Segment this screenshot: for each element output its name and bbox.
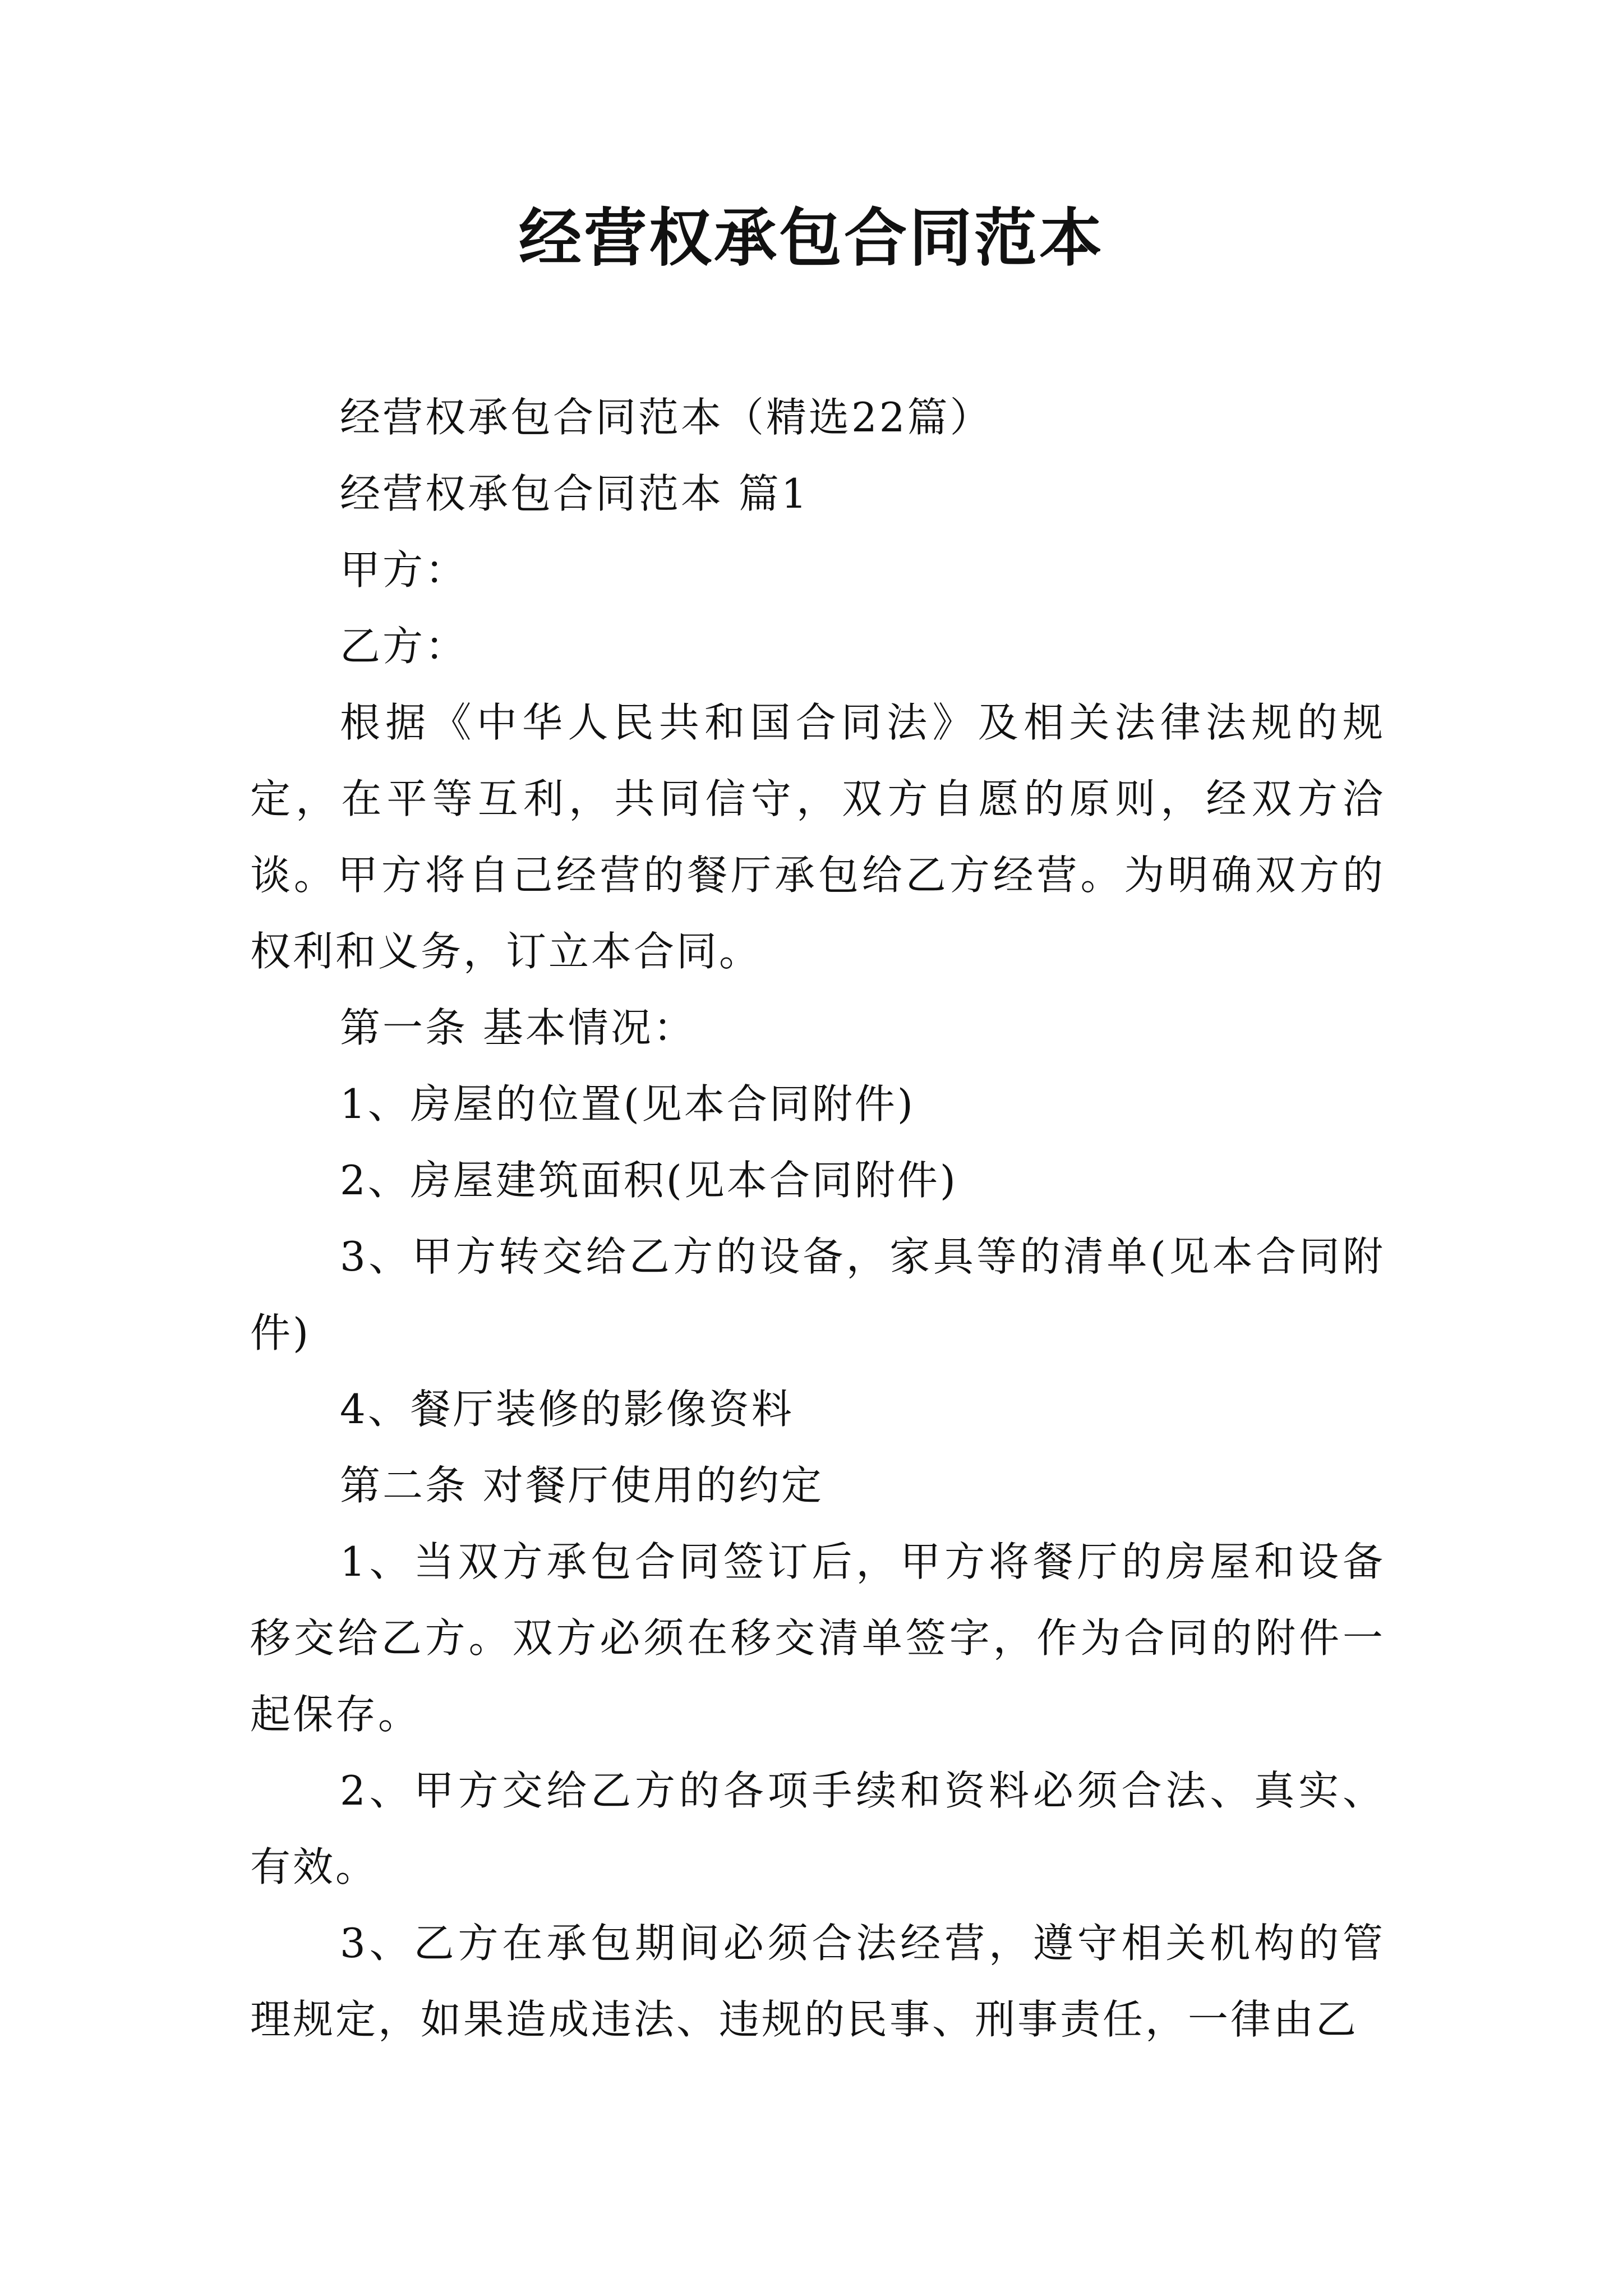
paragraph-article-2-heading: 第二条 对餐厅使用的约定 (340, 1462, 824, 1509)
paragraph-party-b: 乙方： (340, 623, 468, 670)
paragraph-section-heading: 经营权承包合同范本 篇1 (340, 470, 809, 517)
paragraph-subtitle: 经营权承包合同范本（精选22篇） (340, 394, 993, 441)
paragraph-party-a: 甲方： (340, 546, 468, 593)
paragraph-article-1-item-4: 4、餐厅装修的影像资料 (340, 1386, 794, 1433)
document-title: 经营权承包合同范本 (519, 201, 1104, 275)
document-body (250, 379, 1385, 2058)
paragraph-article-1-heading: 第一条 基本情况： (340, 1004, 696, 1051)
paragraph-preamble: 根据《中华人民共和国合同法》及相关法律法规的规定，在平等互利，共同信守，双方自愿的原则，经双方洽谈。甲方将自己经营的餐厅承包给乙方经营。为明确双方的权利和义务，订立本合同。 (250, 699, 1385, 975)
paragraph-article-1-item-1: 1、房屋的位置(见本合同附件) (340, 1080, 915, 1128)
paragraph-article-1-item-2: 2、房屋建筑面积(见本合同附件) (340, 1157, 958, 1204)
paragraph-article-1-item-3: 3、甲方转交给乙方的设备，家具等的清单(见本合同附件) (250, 1233, 1385, 1356)
paragraph-article-2-item-3: 3、乙方在承包期间必须合法经营，遵守相关机构的管理规定，如果造成违法、违规的民事、刑事责任，一律由乙 (250, 1920, 1385, 2043)
paragraph-article-2-item-1: 1、当双方承包合同签订后，甲方将餐厅的房屋和设备移交给乙方。双方必须在移交清单签字，作为合同的附件一起保存。 (250, 1538, 1385, 1738)
paragraph-article-2-item-2: 2、甲方交给乙方的各项手续和资料必须合法、真实、有效。 (250, 1767, 1385, 1890)
